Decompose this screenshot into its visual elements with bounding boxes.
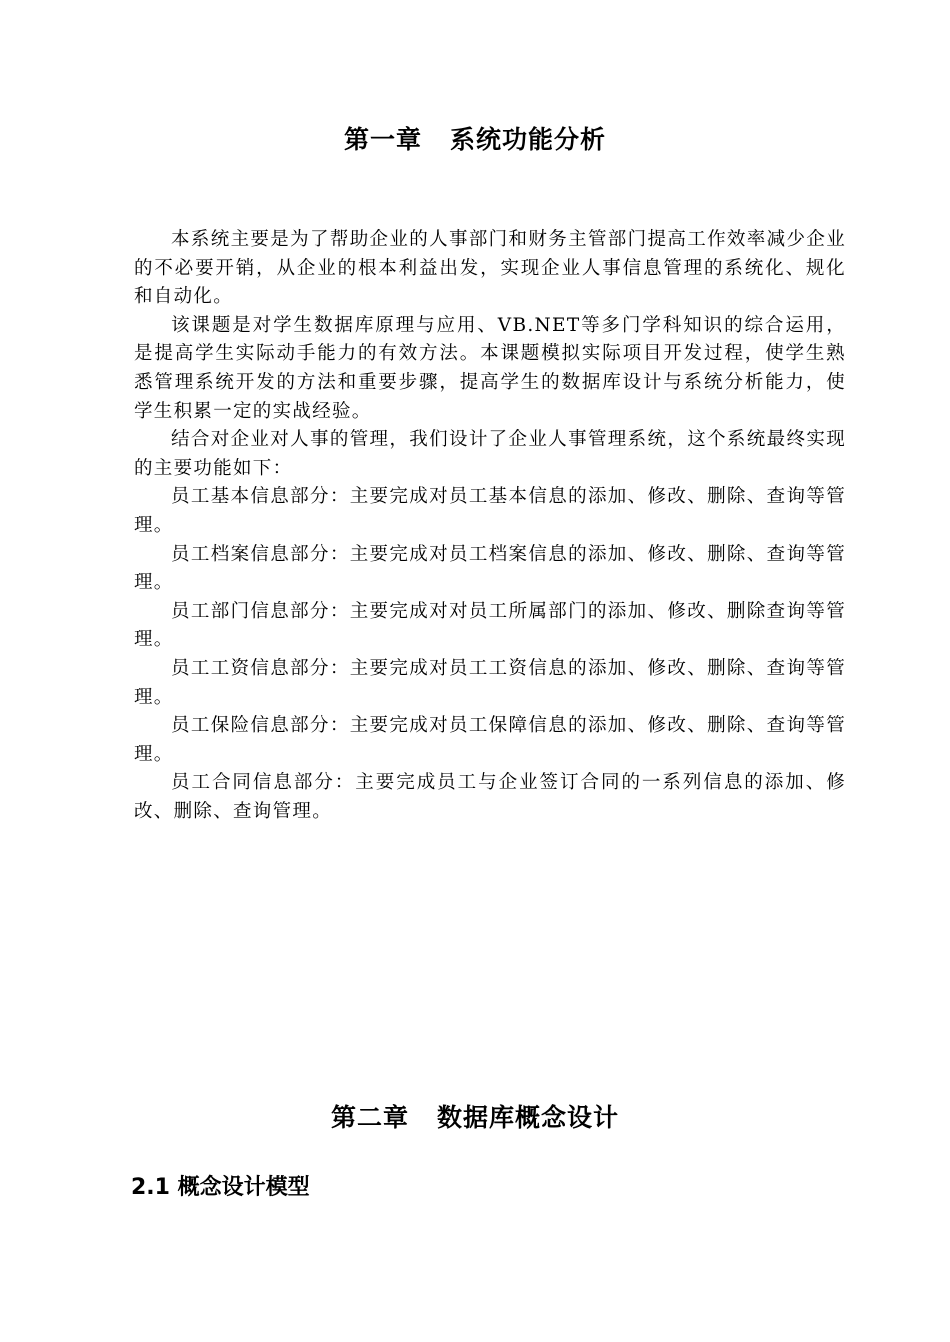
chapter-1-heading bbox=[0, 120, 950, 156]
chapter-1-number: 第一章 bbox=[343, 125, 422, 154]
paragraph-contract-info: 员工合同信息部分：主要完成员工与企业签订合同的一系列信息的添加、修改、删除、查询管理。 bbox=[134, 772, 846, 822]
paragraph-basic-info: 员工基本信息部分：主要完成对员工基本信息的添加、修改、删除、查询等管理。 bbox=[134, 486, 846, 536]
paragraph-department-info: 员工部门信息部分：主要完成对对员工所属部门的添加、修改、删除查询等管理。 bbox=[134, 600, 846, 651]
paragraph-salary-info: 员工工资信息部分：主要完成对员工工资信息的添加、修改、删除、查询等管理。 bbox=[134, 657, 846, 708]
chapter-1-body bbox=[134, 226, 846, 826]
paragraph-topic: 该课题是对学生数据库原理与应用、VB.NET等多门学科知识的综合运用，是提高学生实际动手能力的有效方法。本课题模拟实际项目开发过程，使学生熟悉管理系统开发的方法和重要步骤，提高学生的数据库设计与系统分析能力，使学生积累一定的实战经验。 bbox=[134, 314, 846, 422]
paragraph-intro: 本系统主要是为了帮助企业的人事部门和财务主管部门提高工作效率减少企业的不必要开销，从企业的根本利益出发，实现企业人事信息管理的系统化、规化和自动化。 bbox=[134, 229, 846, 308]
chapter-1-title: 系统功能分析 bbox=[450, 125, 607, 154]
section-2-1-heading: 2.1 概念设计模型 bbox=[131, 1175, 310, 1200]
chapter-2-number: 第二章 bbox=[330, 1103, 409, 1132]
paragraph-insurance-info: 员工保险信息部分：主要完成对员工保障信息的添加、修改、删除、查询等管理。 bbox=[134, 715, 846, 765]
paragraph-archive-info: 员工档案信息部分：主要完成对员工档案信息的添加、修改、删除、查询等管理。 bbox=[134, 543, 846, 594]
chapter-2-heading bbox=[0, 1098, 950, 1134]
chapter-2-title: 数据库概念设计 bbox=[437, 1103, 620, 1132]
paragraph-functions-lead: 结合对企业对人事的管理，我们设计了企业人事管理系统，这个系统最终实现的主要功能如下： bbox=[134, 429, 846, 479]
